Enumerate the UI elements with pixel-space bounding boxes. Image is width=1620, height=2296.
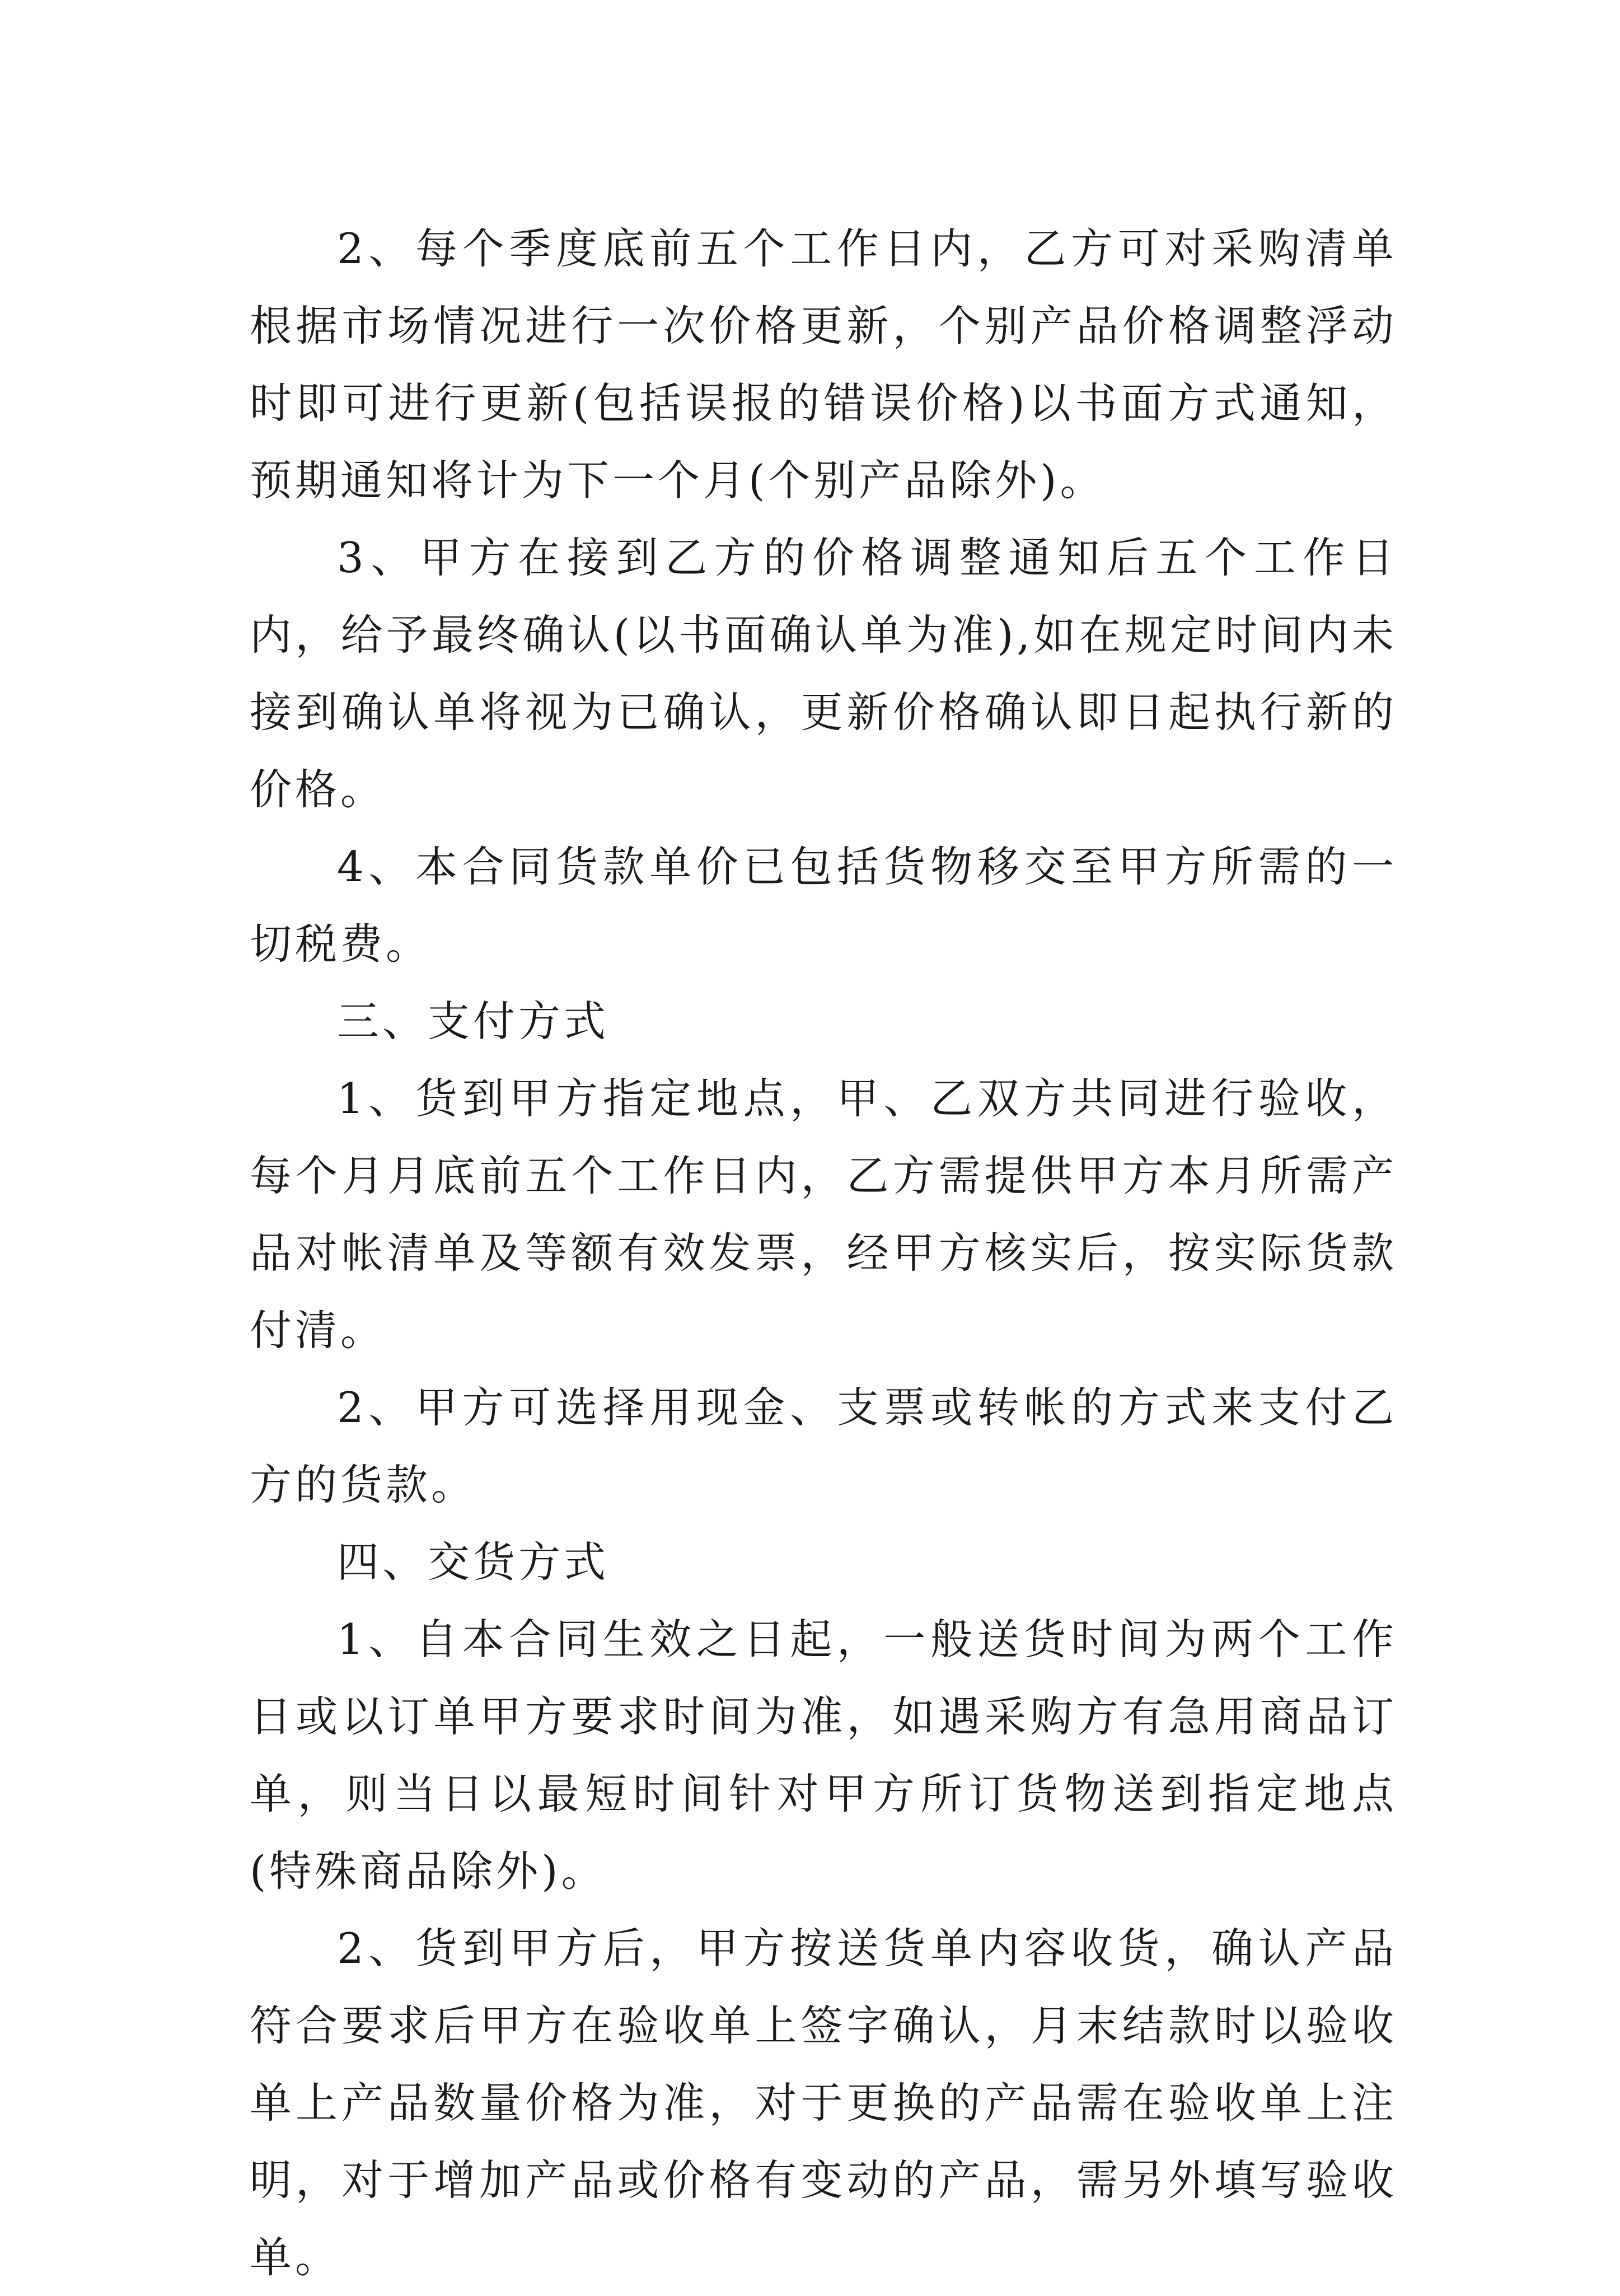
section-heading-delivery: 四、交货方式	[337, 1537, 610, 1587]
clause-delivery-time: 1、自本合同生效之日起，一般送货时间为两个工作日或以订单甲方要求时间为准，如遇采购方有急用商品订单，则当日以最短时间针对甲方所订货物送到指定地点(特殊商品除外)。	[250, 1615, 1397, 1896]
section-heading-payment: 三、支付方式	[337, 997, 610, 1046]
clause-delivery-acceptance: 2、货到甲方后，甲方按送货单内容收货，确认产品符合要求后甲方在验收单上签字确认，月末结款时以验收单上产品数量价格为准，对于更换的产品需在验收单上注明，对于增加产品或价格有变动的产品，需另外填写验收单。	[250, 1924, 1397, 2282]
clause-price-update: 2、每个季度底前五个工作日内，乙方可对采购清单根据市场情况进行一次价格更新，个别产品价格调整浮动时即可进行更新(包括误报的错误价格)以书面方式通知，预期通知将计为下一个月(个别产品除外)。	[250, 224, 1397, 505]
contract-body	[250, 210, 1397, 2296]
clause-payment-methods: 2、甲方可选择用现金、支票或转帐的方式来支付乙方的货款。	[250, 1383, 1397, 1509]
clause-payment-settlement: 1、货到甲方指定地点，甲、乙双方共同进行验收，每个月月底前五个工作日内，乙方需提供甲方本月所需产品对帐清单及等额有效发票，经甲方核实后，按实际货款付清。	[250, 1074, 1397, 1355]
clause-tax-included: 4、本合同货款单价已包括货物移交至甲方所需的一切税费。	[250, 842, 1397, 969]
clause-price-confirmation: 3、甲方在接到乙方的价格调整通知后五个工作日内，给予最终确认(以书面确认单为准),如在规定时间内未接到确认单将视为已确认，更新价格确认即日起执行新的价格。	[250, 533, 1397, 814]
